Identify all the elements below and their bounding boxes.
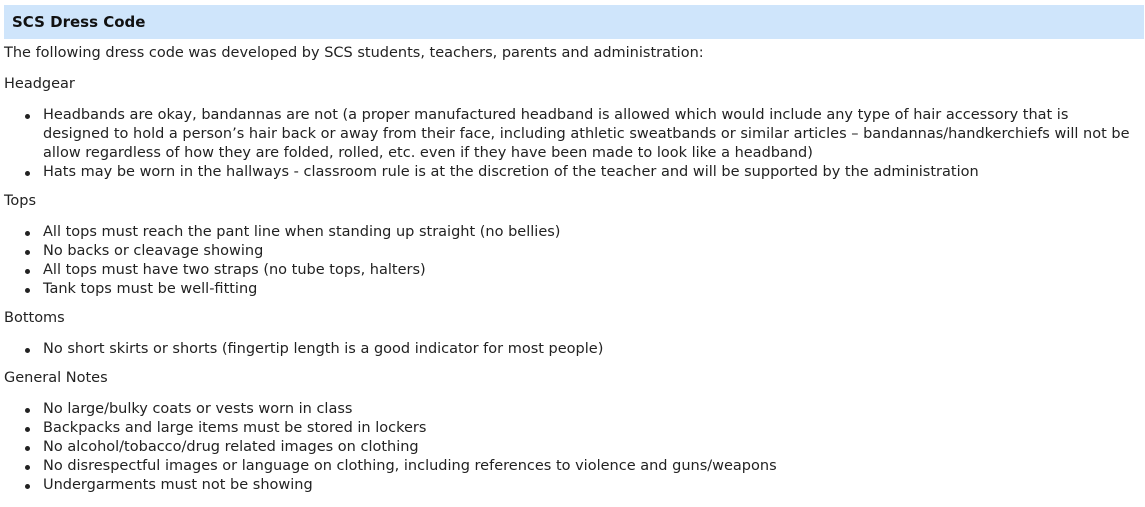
list-item-text: No large/bulky coats or vests worn in class [43,401,353,417]
list-item [0,340,1140,359]
bullet-icon [25,231,30,236]
headgear-list [0,106,1140,182]
bullet-icon [25,446,30,451]
list-item [0,438,1140,457]
bullet-icon [25,114,30,119]
bullet-icon [25,171,30,176]
bullet-icon [25,408,30,413]
list-item [0,163,1140,182]
bullet-icon [25,484,30,489]
bullet-icon [25,250,30,255]
list-item-text: Backpacks and large items must be stored in lockers [43,420,427,436]
page-title: SCS Dress Code [12,13,146,31]
bullet-icon [25,269,30,274]
list-item [0,457,1140,476]
intro-text: The following dress code was developed by SCS students, teachers, parents and administration: [4,45,704,61]
list-item [0,280,1140,299]
list-item-text: Hats may be worn in the hallways - classroom rule is at the discretion of the teacher and will be supported by the administration [43,164,979,180]
bullet-icon [25,427,30,432]
section-heading-bottoms: Bottoms [4,310,65,326]
title-bar [4,5,1144,39]
list-item [0,261,1140,280]
list-item [0,223,1140,242]
bullet-icon [25,288,30,293]
list-item-text: All tops must have two straps (no tube tops, halters) [43,262,426,278]
general-notes-list [0,400,1140,495]
list-item-text: Tank tops must be well-fitting [43,281,258,297]
bullet-icon [25,465,30,470]
section-heading-general-notes: General Notes [4,370,108,386]
section-heading-headgear: Headgear [4,76,75,92]
list-item [0,106,1140,163]
list-item-text: No short skirts or shorts (fingertip length is a good indicator for most people) [43,341,604,357]
section-heading-tops: Tops [4,193,37,209]
bullet-icon [25,348,30,353]
bottoms-list [0,340,1140,359]
list-item-text: No backs or cleavage showing [43,243,264,259]
list-item-text: No disrespectful images or language on clothing, including references to violence and guns/weapons [43,458,777,474]
list-item-text: Headbands are okay, bandannas are not (a proper manufactured headband is allowed which would include any type of hair accessory that is designed to hold a person’s hair back or away from their face, including athletic sweatbands or similar articles – bandannas/handkerchiefs will not be allow regardless of how they are folded, rolled, etc. even if they have been made to look like a headband) [43,107,1130,161]
tops-list [0,223,1140,299]
list-item [0,419,1140,438]
list-item-text: All tops must reach the pant line when standing up straight (no bellies) [43,224,561,240]
list-item [0,476,1140,495]
list-item [0,242,1140,261]
list-item-text: No alcohol/tobacco/drug related images on clothing [43,439,419,455]
list-item [0,400,1140,419]
list-item-text: Undergarments must not be showing [43,477,313,493]
